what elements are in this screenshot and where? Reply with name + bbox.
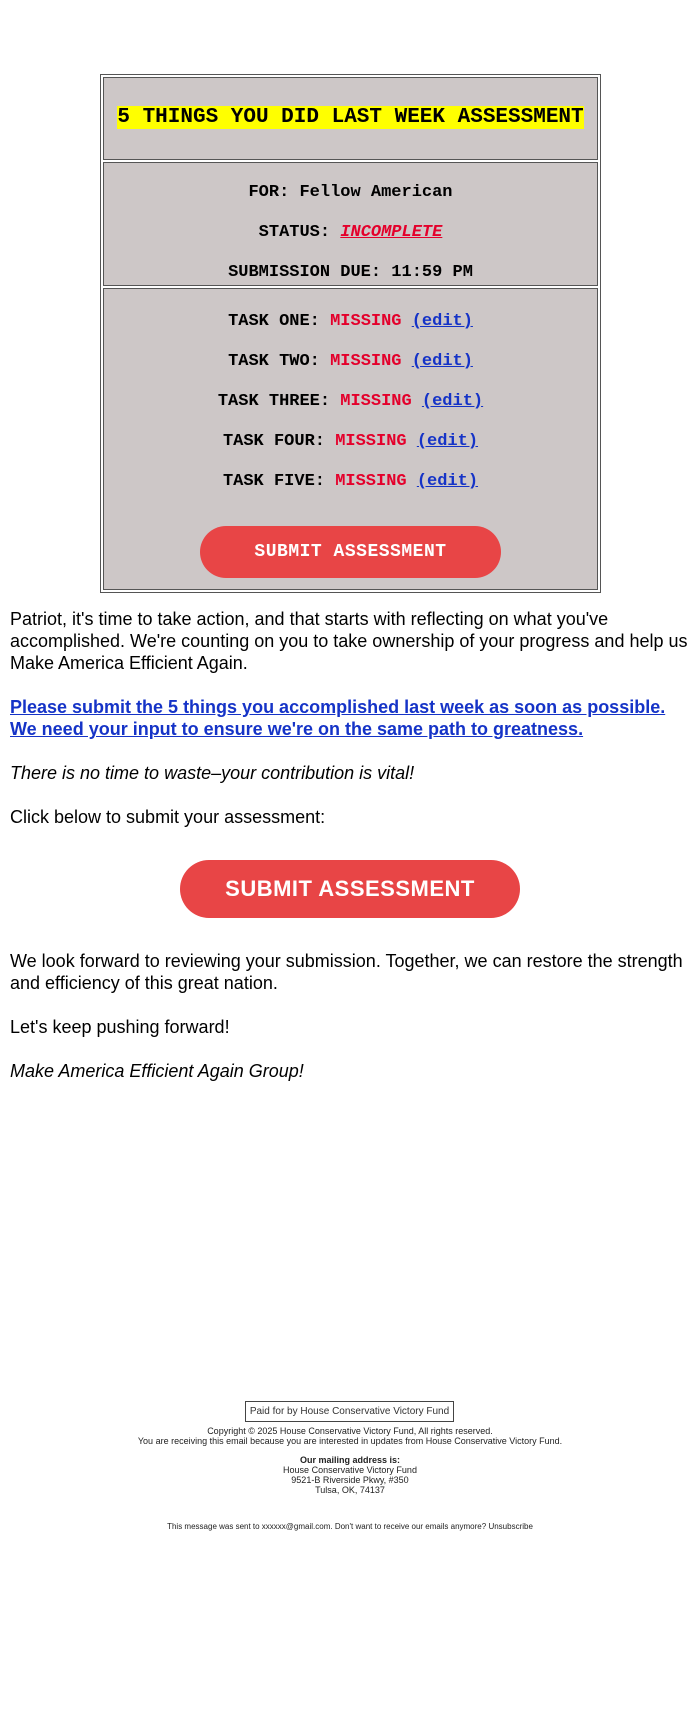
task-edit-link[interactable]: (edit)	[416, 472, 479, 491]
footer-city: Tulsa, OK, 74137	[315, 1485, 385, 1495]
task-status: MISSING	[335, 432, 407, 451]
assessment-status-panel	[103, 162, 598, 286]
for-line	[104, 183, 597, 223]
submit-request-link[interactable]: Please submit the 5 things you accomplished last week as soon as possible. We need your input to ensure we're on the same path to greatness.	[10, 697, 666, 739]
task-status: MISSING	[340, 392, 412, 411]
paid-for-disclaimer: Paid for by House Conservative Victory Fund	[245, 1401, 454, 1422]
assessment-title-panel	[103, 77, 598, 160]
task-label: TASK FOUR:	[222, 432, 325, 451]
for-value: Fellow American	[299, 183, 453, 202]
task-label: TASK TWO:	[228, 352, 320, 371]
footer-copyright: Copyright © 2025 House Conservative Victory Fund, All rights reserved.	[207, 1426, 493, 1436]
task-row-two	[104, 352, 597, 392]
task-label: TASK ONE:	[228, 312, 320, 331]
footer-sent-to	[0, 1522, 700, 1532]
footer-receiving-note: You are receiving this email because you are interested in updates from House Conservative Victory Fund.	[137, 1436, 563, 1446]
tasks-panel	[103, 288, 598, 590]
urgency-paragraph: There is no time to waste–your contribution is vital!	[10, 763, 415, 783]
footer-org: House Conservative Victory Fund	[283, 1465, 417, 1475]
task-edit-link[interactable]: (edit)	[411, 312, 473, 331]
task-row-five	[104, 472, 597, 512]
task-status: MISSING	[335, 472, 407, 491]
task-label: TASK FIVE:	[222, 472, 325, 491]
status-value: INCOMPLETE	[340, 223, 443, 242]
status-label: STATUS:	[258, 223, 331, 242]
task-row-three	[104, 392, 597, 432]
task-status: MISSING	[330, 352, 402, 371]
task-edit-link[interactable]: (edit)	[411, 352, 473, 371]
task-row-one	[104, 312, 597, 352]
unsubscribe-link[interactable]: Unsubscribe	[488, 1522, 533, 1531]
status-line	[104, 223, 597, 263]
due-label: SUBMISSION DUE:	[228, 263, 382, 282]
intro-paragraph: Patriot, it's time to take action, and that starts with reflecting on what you've accomplished. We're counting on you to take ownership of your progress and help us Make America Efficient Again.	[10, 609, 688, 673]
footer-sent-to-text: This message was sent to xxxxxx@gmail.com. Don't want to receive our emails anymore?	[167, 1522, 487, 1531]
assessment-title: 5 THINGS YOU DID LAST WEEK ASSESSMENT	[117, 106, 584, 129]
submit-assessment-button[interactable]: SUBMIT ASSESSMENT	[180, 860, 520, 918]
footer-mailing-label: Our mailing address is:	[299, 1455, 401, 1465]
signature: Make America Efficient Again Group!	[10, 1061, 304, 1081]
task-edit-link[interactable]: (edit)	[421, 392, 484, 411]
cta-intro: Click below to submit your assessment:	[10, 807, 326, 827]
footer-street: 9521-B Riverside Pkwy, #350	[291, 1475, 409, 1485]
assessment-card	[100, 74, 601, 593]
push-paragraph: Let's keep pushing forward!	[10, 1017, 230, 1037]
task-row-four	[104, 432, 597, 472]
for-label: FOR:	[248, 183, 290, 202]
due-value: 11:59 PM	[391, 263, 473, 282]
task-label: TASK THREE:	[217, 392, 331, 411]
closing-paragraph: We look forward to reviewing your submission. Together, we can restore the strength and efficiency of this great nation.	[10, 951, 683, 993]
task-edit-link[interactable]: (edit)	[416, 432, 479, 451]
task-status: MISSING	[330, 312, 402, 331]
card-submit-assessment-button[interactable]: SUBMIT ASSESSMENT	[200, 526, 501, 578]
